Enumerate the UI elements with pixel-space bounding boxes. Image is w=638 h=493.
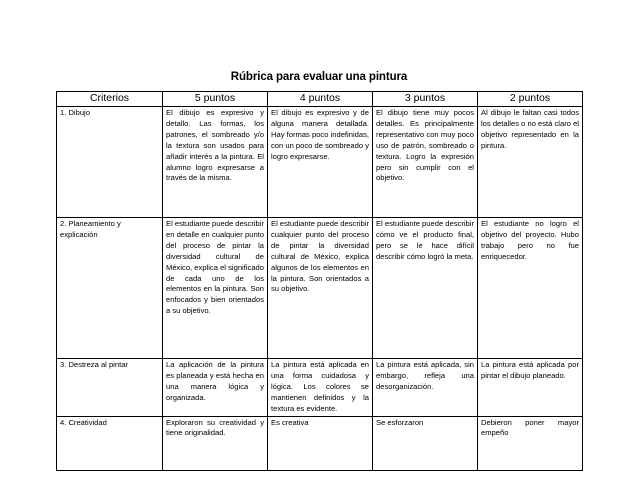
score-3-cell: El dibujo tiene muy pocos detalles. Es principalmente representativo con muy poco uso de patrón, sombreado o textura. Logro la expresión pero sin cumplir con el objetivo.	[373, 107, 478, 218]
score-4-cell: La pintura está aplicada en una forma cuidadosa y lógica. Los colores se mantienen definidos y la textura es evidente.	[268, 359, 373, 417]
score-3-cell: Se esforzaron	[373, 416, 478, 470]
score-2-cell: La pintura está aplicada por pintar el dibujo planeado.	[478, 359, 583, 417]
header-3-puntos: 3 puntos	[373, 92, 478, 107]
table-row	[57, 416, 583, 470]
criterion-cell: 2. Planeamiento y explicación	[57, 218, 163, 359]
header-4-puntos: 4 puntos	[268, 92, 373, 107]
score-4-cell: El estudiante puede describir cualquier punto del proceso de pintar la diversidad cultural de México, explica algunos de los elementos en la pintura. Son orientados a su objetivo.	[268, 218, 373, 359]
criterion-cell: 4. Creatividad	[57, 416, 163, 470]
table-row	[57, 359, 583, 417]
rubric-table	[56, 91, 583, 471]
criterion-cell: 1. Dibujo	[57, 107, 163, 218]
score-4-cell: Es creativa	[268, 416, 373, 470]
criterion-cell: 3. Destreza al pintar	[57, 359, 163, 417]
header-2-puntos: 2 puntos	[478, 92, 583, 107]
score-5-cell: La aplicación de la pintura es planeada y está hecha en una manera lógica y organizada.	[163, 359, 268, 417]
header-row	[57, 92, 583, 107]
score-2-cell: Debieron poner mayor empeño	[478, 416, 583, 470]
header-5-puntos: 5 puntos	[163, 92, 268, 107]
score-5-cell: El estudiante puede describir en detalle en cualquier punto del proceso de pintar la diversidad cultural de México, explica el significado de cada uno de los elementos en la pintura. Son enfocados y bien orientados a su objetivo.	[163, 218, 268, 359]
table-row	[57, 218, 583, 359]
score-5-cell: El dibujo es expresivo y detallo. Las formas, los patrones, el sombreado y/o la textura son usados para añadir interés a la pintura. El alumno logro expresarse a través de la misma.	[163, 107, 268, 218]
score-5-cell: Exploraron su creatividad y tiene originalidad.	[163, 416, 268, 470]
score-4-cell: El dibujo es expresivo y de alguna manera detallada. Hay formas poco indefinidas, con un poco de sombreado y logro expresarse.	[268, 107, 373, 218]
table-row	[57, 107, 583, 218]
score-2-cell: El estudiante no logro el objetivo del proyecto. Hubo trabajo pero no fue enriquecedor.	[478, 218, 583, 359]
score-2-cell: Al dibujo le faltan casi todos los detalles o no está claro el objetivo representado en la pintura.	[478, 107, 583, 218]
score-3-cell: El estudiante puede describir cómo ve el producto final, pero se le hace difícil describir cómo logró la meta.	[373, 218, 478, 359]
document-title: Rúbrica para evaluar una pintura	[230, 71, 408, 83]
score-3-cell: La pintura está aplicada, sin embargo, refleja una desorganización.	[373, 359, 478, 417]
header-criterios: Criterios	[57, 92, 163, 107]
